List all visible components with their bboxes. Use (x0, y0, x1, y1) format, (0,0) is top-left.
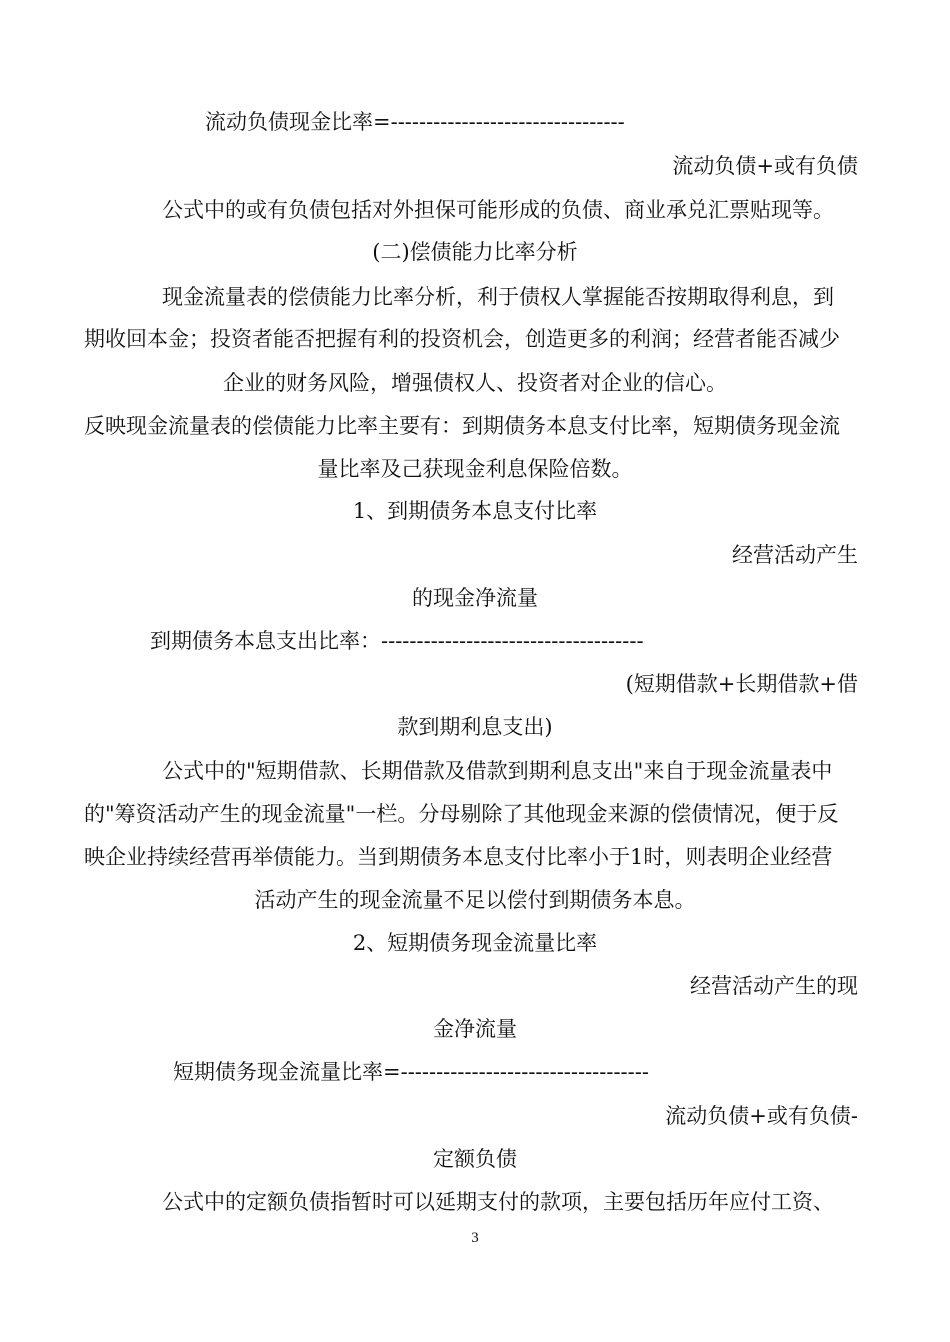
item-2-denominator-line-2: 定额负债 (433, 1147, 517, 1171)
item-1-denominator-line-2: 款到期利息支出) (397, 715, 553, 739)
formula-denominator: 流动负债+或有负债 (672, 154, 858, 178)
paragraph-ratios-line-2: 量比率及己获现金利息保险倍数。 (317, 457, 633, 481)
item-1-formula-lhs: 到期债务本息支出比率：------------------------------------- (150, 629, 644, 653)
item-1-numerator-line-2: 的现金净流量 (412, 586, 538, 610)
item-2-title: 2、短期债务现金流量比率 (352, 931, 598, 955)
item-1-denominator-line-1: (短期借款+长期借款+借 (625, 672, 858, 696)
item-2-numerator-line-2: 金净流量 (433, 1017, 517, 1041)
paragraph-solvency-line-2: 期收回本金；投资者能否把握有利的投资机会，创造更多的利润；经营者能否减少 (84, 327, 840, 351)
item-1-title: 1、到期债务本息支付比率 (352, 499, 598, 523)
item-2-denominator-line-1: 流动负债+或有负债- (665, 1104, 858, 1128)
item-2-formula-lhs: 短期债务现金流量比率=----------------------------------- (173, 1060, 649, 1084)
item-2-numerator-line-1: 经营活动产生的现 (690, 974, 858, 998)
paragraph-formula-note-line-1: 公式中的"短期借款、长期借款及借款到期利息支出"来自于现金流量表中 (162, 759, 833, 783)
section-heading-solvency-ratio: (二)偿债能力比率分析 (372, 240, 578, 264)
paragraph-formula-note-line-2: 的"筹资活动产生的现金流量"一栏。分母剔除了其他现金来源的偿债情况，便于反 (84, 802, 839, 826)
paragraph-fixed-liabilities: 公式中的定额负债指暂时可以延期支付的款项，主要包括历年应付工资、 (162, 1190, 834, 1214)
paragraph-ratios-line-1: 反映现金流量表的偿债能力比率主要有：到期债务本息支付比率，短期债务现金流 (84, 414, 840, 438)
paragraph-contingent-liabilities: 公式中的或有负债包括对外担保可能形成的负债、商业承兑汇票贴现等。 (162, 198, 834, 222)
formula-lhs-current-liability-cash-ratio: 流动负债现金比率=--------------------------------- (205, 110, 625, 134)
item-1-numerator-line-1: 经营活动产生 (732, 543, 858, 567)
paragraph-formula-note-line-3: 映企业持续经营再举债能力。当到期债务本息支付比率小于1时，则表明企业经营 (84, 845, 833, 869)
page-number: 3 (471, 1230, 479, 1246)
paragraph-solvency-line-1: 现金流量表的偿债能力比率分析，利于债权人掌握能否按期取得利息，到 (162, 285, 834, 309)
paragraph-formula-note-line-4: 活动产生的现金流量不足以偿付到期债务本息。 (254, 888, 696, 912)
paragraph-solvency-line-3: 企业的财务风险，增强债权人、投资者对企业的信心。 (223, 371, 727, 395)
